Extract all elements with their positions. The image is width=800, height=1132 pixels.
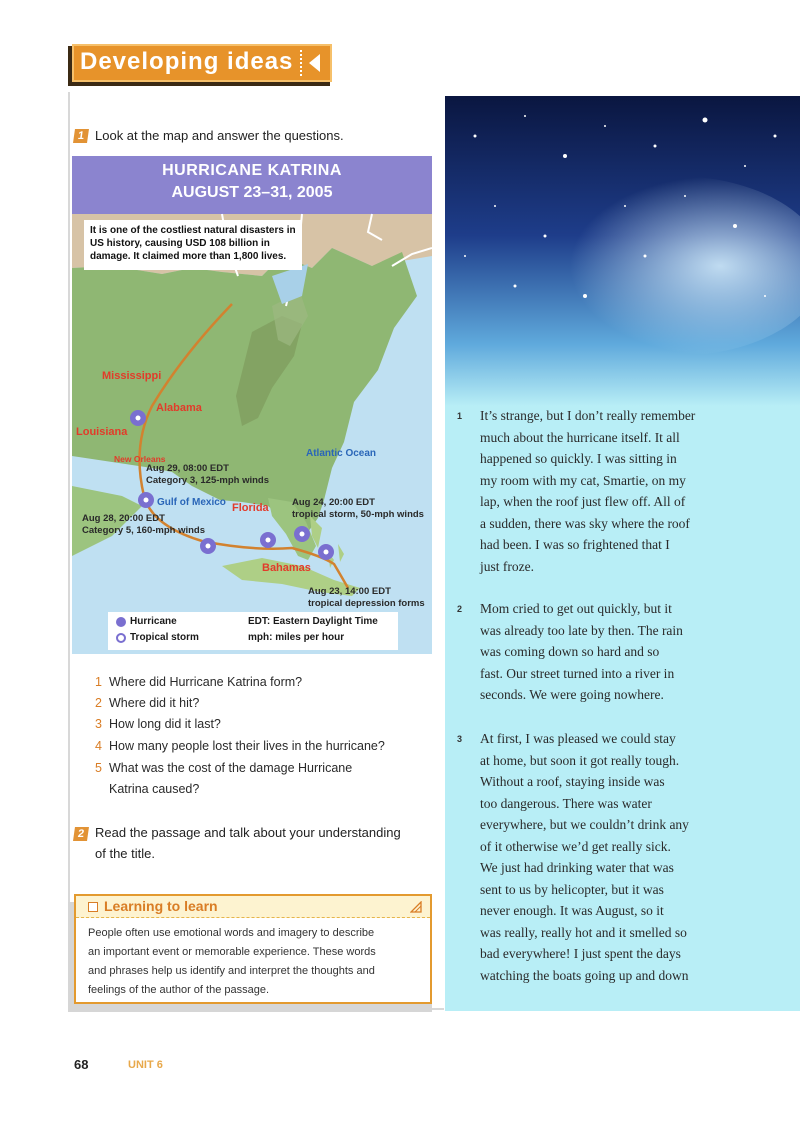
passage-line: had been. I was so frightened that I xyxy=(480,537,670,552)
question-text: How many people lost their lives in the hurricane? xyxy=(109,739,385,753)
note-aug28-date: Aug 28, 20:00 EDT xyxy=(82,513,165,524)
label-alabama: Alabama xyxy=(156,402,202,414)
passage-line: bad everywhere! I just spent the days xyxy=(480,946,681,961)
note-aug23-date: Aug 23, 14:00 EDT xyxy=(308,586,391,597)
learning-line: and phrases help us identify and interpret the thoughts and xyxy=(88,965,375,977)
night-sky-graphic xyxy=(445,96,800,406)
hurricane-map xyxy=(72,156,432,654)
passage-line: was coming down so hard and so xyxy=(480,644,660,659)
learning-line: an important event or memorable experience. These words xyxy=(88,946,376,958)
legend-hurricane: Hurricane xyxy=(130,616,177,627)
passage-line: a sudden, there was sky where the roof xyxy=(480,515,690,531)
passage-line: Mom cried to get out quickly, but it xyxy=(480,601,672,616)
passage-paragraph-3 xyxy=(480,728,785,986)
map-title-line2: AUGUST 23–31, 2005 xyxy=(171,184,333,201)
learning-box-body xyxy=(88,924,422,1000)
passage-line: too dangerous. There was water xyxy=(480,795,652,811)
map-callout: It is one of the costliest natural disasters in US history, causing USD 108 billion in damage. It claimed more than 1,800 lives. xyxy=(84,220,302,270)
passage-line: fast. Our street turned into a river in xyxy=(480,665,675,681)
passage-line: Without a roof, staying inside was xyxy=(480,774,665,789)
passage-line: never enough. It was August, so it xyxy=(480,903,664,918)
paragraph-number: 1 xyxy=(457,411,463,421)
question-text-continued: Katrina caused? xyxy=(109,782,200,796)
paragraph-number: 3 xyxy=(457,734,463,744)
passage-line: much about the hurricane itself. It all xyxy=(480,429,680,445)
legend-edt: EDT: Eastern Daylight Time xyxy=(248,616,378,627)
learning-box-title: Learning to learn xyxy=(104,898,218,914)
left-column-rule xyxy=(68,92,70,1010)
question-text: Where did Hurricane Katrina form? xyxy=(109,675,303,689)
passage-line: We just had drinking water that was xyxy=(480,860,674,875)
page-number: 68 xyxy=(74,1057,89,1072)
map-title-line1: HURRICANE KATRINA xyxy=(162,162,342,179)
label-mississippi: Mississippi xyxy=(102,370,162,382)
header-divider xyxy=(300,50,302,76)
passage-line: watching the boats going up and down xyxy=(480,967,689,983)
question-number: 2 xyxy=(95,696,102,710)
passage-line: my room with my cat, Smartie, on my xyxy=(480,472,686,488)
passage-line: was really, really hot and it smelled so xyxy=(480,924,687,940)
legend-mph: mph: miles per hour xyxy=(248,632,345,643)
passage-line: was already too late by then. The rain xyxy=(480,622,683,638)
map-legend xyxy=(108,612,398,650)
question-number: 1 xyxy=(95,675,102,689)
passage-line: of it otherwise we’d get really sick. xyxy=(480,838,671,854)
passage-line: happened so quickly. I was sitting in xyxy=(480,451,677,466)
question-text: Where did it hit? xyxy=(109,696,200,710)
passage-paragraph-1 xyxy=(480,405,785,577)
legend-tropical-storm: Tropical storm xyxy=(130,632,199,643)
note-aug29-detail: Category 3, 125-mph winds xyxy=(146,475,270,486)
passage-paragraph-2 xyxy=(480,598,785,706)
paragraph-number: 2 xyxy=(457,604,463,614)
tropical-storm-icon xyxy=(116,633,126,643)
activity-1-badge: 1 xyxy=(73,129,89,143)
question-text: How long did it last? xyxy=(109,717,221,731)
label-florida: Florida xyxy=(232,502,269,514)
back-arrow-icon[interactable] xyxy=(309,54,320,72)
label-gulf-of-mexico: Gulf of Mexico xyxy=(157,497,226,508)
note-aug24-detail: tropical storm, 50-mph winds xyxy=(292,509,424,520)
label-new-orleans: New Orleans xyxy=(114,454,166,464)
passage-line: It’s strange, but I don’t really remember xyxy=(480,408,696,423)
learning-line: feelings of the author of the passage. xyxy=(88,984,270,996)
activity-2-badge: 2 xyxy=(73,827,89,841)
label-atlantic-ocean: Atlantic Ocean xyxy=(306,448,377,459)
activity-2-instruction-line1: Read the passage and talk about your understanding xyxy=(95,825,401,840)
note-aug28-detail: Category 5, 160-mph winds xyxy=(82,525,206,536)
learning-to-learn-box xyxy=(74,894,432,1004)
section-title: Developing ideas xyxy=(80,48,294,75)
question-text: What was the cost of the damage Hurricane xyxy=(109,761,353,775)
checkbox-icon xyxy=(88,902,98,912)
note-aug23-detail: tropical depression forms xyxy=(308,598,425,609)
passage-line: everywhere, but we couldn’t drink any xyxy=(480,817,689,832)
night-sky-image xyxy=(445,96,800,406)
learning-box-header xyxy=(76,896,430,918)
note-aug24-date: Aug 24, 20:00 EDT xyxy=(292,497,375,508)
passage-line: just froze. xyxy=(480,558,534,574)
label-bahamas: Bahamas xyxy=(262,562,311,574)
passage-line: sent to us by helicopter, but it was xyxy=(480,881,664,897)
passage-line: At first, I was pleased we could stay xyxy=(480,731,676,746)
question-number: 4 xyxy=(95,739,102,753)
activity-2-instruction-line2: of the title. xyxy=(95,846,155,861)
activity-1-instruction: Look at the map and answer the questions. xyxy=(95,128,344,143)
corner-triangle-icon xyxy=(410,901,422,913)
note-aug29-date: Aug 29, 08:00 EDT xyxy=(146,463,229,474)
label-louisiana: Louisiana xyxy=(76,426,128,438)
passage-line: lap, when the roof just flew off. All of xyxy=(480,494,686,509)
learning-line: People often use emotional words and imagery to describe xyxy=(88,927,375,939)
question-number: 5 xyxy=(95,761,102,775)
hurricane-icon xyxy=(116,617,126,627)
question-number: 3 xyxy=(95,717,102,731)
unit-label: UNIT 6 xyxy=(128,1059,163,1071)
passage-line: at home, but soon it got really tough. xyxy=(480,752,680,768)
passage-line: seconds. We were going nowhere. xyxy=(480,687,664,702)
